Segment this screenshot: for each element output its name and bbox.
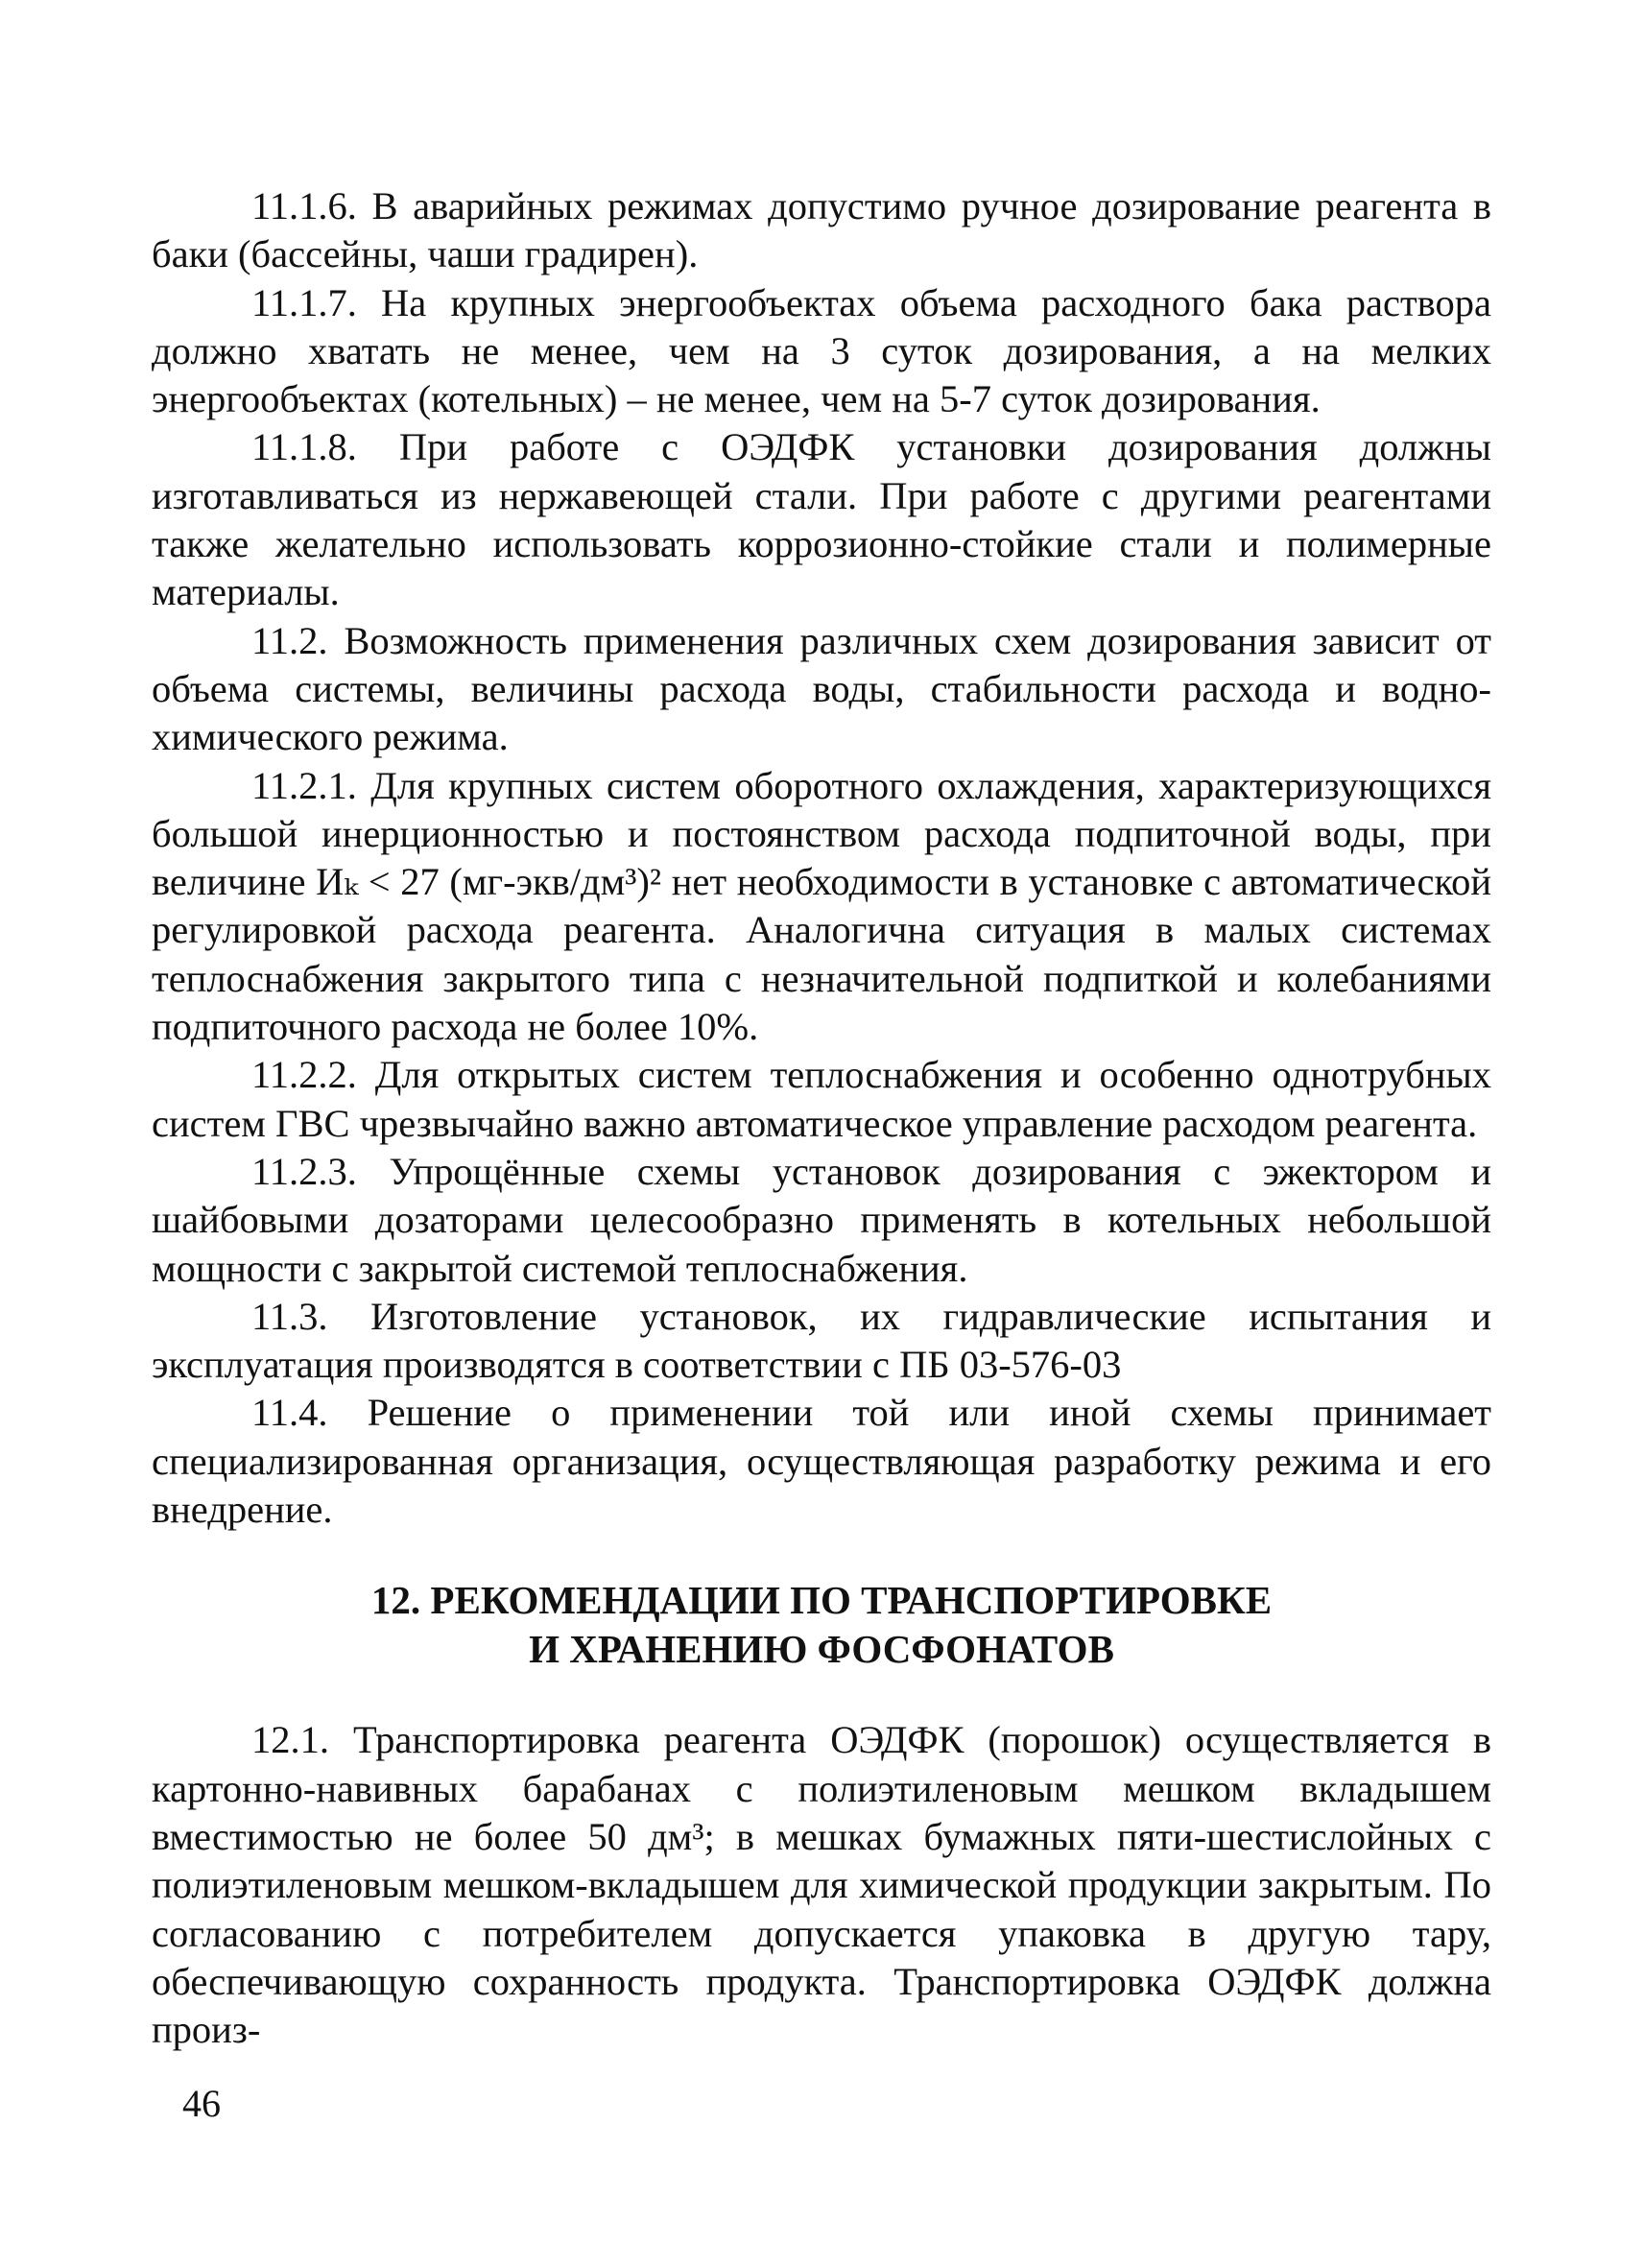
paragraph-11-1-8: 11.1.8. При работе с ОЭДФК установки дозирования должны изготавливаться из нержавеющей стали. При работе с другими реагентами также желательно использовать коррозионно-стойкие стали и полимерные материалы.: [152, 425, 1491, 614]
paragraph-12-1: 12.1. Транспортировка реагента ОЭДФК (порошок) осуществляется в картонно-навивных барабанах с полиэтиленовым мешком вкладышем вместимостью не более 50 дм³; в мешках бумажных пяти-шестислойных с полиэтиленовым мешком-вкладышем для химической продукции закрытым. По согласованию с потребителем допускается упаковка в другую тару, обеспечивающую сохранность продукта. Транспортировка ОЭДФК должна произ-: [152, 1718, 1491, 2052]
section-heading: [152, 1576, 1491, 1674]
paragraph-11-2-2: 11.2.2. Для открытых систем теплоснабжения и особенно однотрубных систем ГВС чрезвычайно важно автоматическое управление расходом реагента.: [152, 1053, 1491, 1145]
section-heading-line2: И ХРАНЕНИЮ ФОСФОНАТОВ: [529, 1627, 1114, 1672]
paragraph-11-1-7: 11.1.7. На крупных энергообъектах объема расходного бака раствора должно хватать не менее, чем на 3 суток дозирования, а на мелких энергообъектах (котельных) – не менее, чем на 5-7 суток дозирования.: [152, 280, 1491, 421]
body-text: [152, 182, 1491, 2054]
paragraph-11-2-1: 11.2.1. Для крупных систем оборотного охлаждения, характеризующихся большой инерционностью и постоянством расхода подпиточной воды, при величине Иₖ < 27 (мг-экв/дм³)² нет необходимости в установке с автоматической регулировкой расхода реагента. Аналогична ситуация в малых системах теплоснабжения закрытого типа с незначительной подпиткой и колебаниями подпиточного расхода не более 10%.: [152, 763, 1491, 1049]
page-number: 46: [182, 2082, 221, 2125]
paragraph-11-4: 11.4. Решение о применении той или иной схемы принимает специализированная организация, осуществляющая разработку режима и его внедрение.: [152, 1391, 1491, 1532]
paragraph-11-2: 11.2. Возможность применения различных схем дозирования зависит от объема системы, величины расхода воды, стабильности расхода и водно-химического режима.: [152, 618, 1491, 759]
section-heading-line1: 12. РЕКОМЕНДАЦИИ ПО ТРАНСПОРТИРОВКЕ: [370, 1578, 1273, 1623]
paragraph-11-3: 11.3. Изготовление установок, их гидравлические испытания и эксплуатация производятся в соответствии с ПБ 03-576-03: [152, 1294, 1491, 1387]
paragraph-11-2-3: 11.2.3. Упрощённые схемы установок дозирования с эжектором и шайбовыми дозаторами целесообразно применять в котельных небольшой мощности с закрытой системой теплоснабжения.: [152, 1149, 1491, 1290]
paragraph-11-1-6: 11.1.6. В аварийных режимах допустимо ручное дозирование реагента в баки (бассейны, чаши градирен).: [152, 184, 1491, 276]
